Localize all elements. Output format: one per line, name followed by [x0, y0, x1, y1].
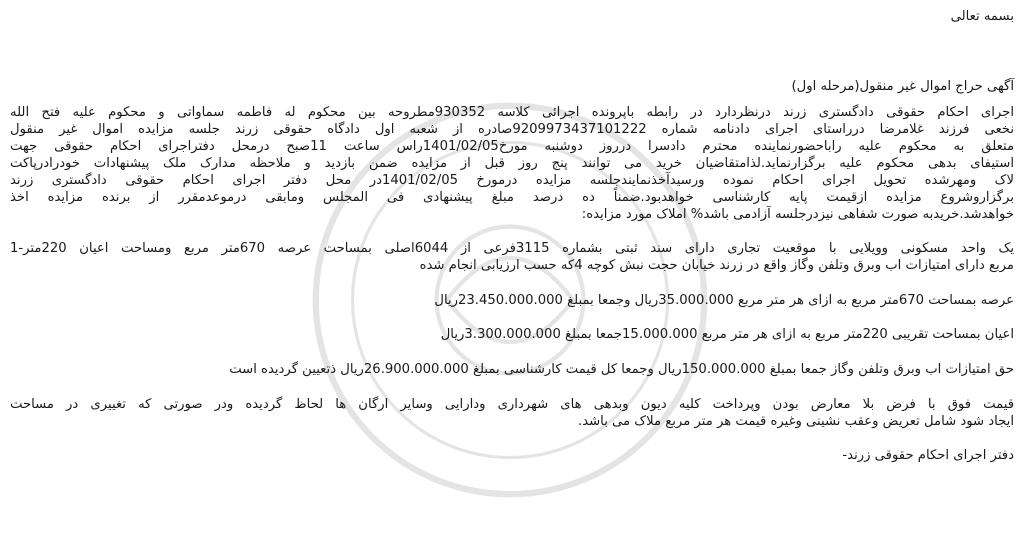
- bismillah-heading: بسمه تعالی: [950, 9, 1014, 24]
- property-item-1-line-2: مربع دارای امتیازات اب وبرق وتلفن وگاز واقع در زرند خیابان حجت نبش کوچه 4که حسب ارزیابی انجام شده: [419, 258, 1014, 273]
- notice-title: آگهی حراج اموال غیر منقول(مرحله اول): [791, 79, 1014, 94]
- intro-line-7: خواهدشد.خریدبه صورت شفاهی نیزدرجلسه آزادمی باشد% املاک مورد مزایده:: [581, 207, 1014, 222]
- note-line-1: قیمت فوق با فرض بلا معارض بودن وپرداخت کلیه دیون وبدهی های شهرداری ودارایی وسایر ارگان ها لحاظ گردیده ودر صورتی که تغییری در مساحت: [10, 397, 1014, 412]
- intro-line-3: متعلق به محکوم علیه راباحضورنماینده محترم دادسرا درروز دوشنبه مورخ1401/02/05راس ساعت 11صبح درمحل دفتراجرای احکام حقوقی جهت: [10, 139, 1015, 154]
- intro-line-2: نخعی فرزند غلامرضا درراستای اجرای دادنامه شماره 9209973437101222صادره از شعبه اول دادگاه حقوقی زرند جلسه مزایده اموال غیر منقول: [10, 122, 1014, 137]
- intro-line-5: لاک ومهرشده تحویل اجرای احکام نموده ورسیدآخذنمایندجلسه مزایده درمورخ 1401/02/05در محل دفتر اجرای احکام حقوقی دادگستری زرند: [10, 173, 1014, 188]
- note-line-2: ایجاد شود شامل تعریض وعقب نشینی وغیره قیمت هر متر مربع ملاک می باشد.: [578, 414, 1014, 429]
- arse-valuation-line: عرصه بمساحت 670متر مربع به ازای هر متر مربع 35.000.000ریال وجمعا بمبلغ 23.450.000.000ریال: [434, 293, 1014, 308]
- signature-line: دفتر اجرای احکام حقوقی زرند-: [842, 448, 1014, 463]
- property-item-1-line-1: یک واحد مسکونی وویلایی با موقعیت تجاری دارای سند ثبتی بشماره 3115فرعی از 6044اصلی بمساحت عرصه 670متر مربع ومساحت اعیان 220متر-1: [10, 241, 1015, 256]
- intro-line-6: برگزاروشروع مزایده ازقیمت پایه کارشناسی خواهدبود.ضمناً ده درصد مبلغ پیشنهادی فی المجلس ومابقی درموعدمقرر از برنده مزایده اخذ: [10, 190, 1014, 205]
- intro-line-4: استیفای بدهی محکوم علیه برگزارنماید.لذامتقاضیان خرید می توانند پنج روز قبل از مزایده ضمن بازدید و ملاحظه مدارک ملک پیشنهادات خودرادرپاکت: [10, 156, 1014, 171]
- intro-line-1: اجرای احکام حقوقی دادگستری زرند درنظردارد در رابطه باپرونده اجرائی کلاسه 930352مطروحه بین محکوم له فاطمه سماواتی و محکوم علیه فتح الله: [10, 105, 1014, 120]
- ayan-valuation-line: اعیان بمساحت تقریبی 220متر مربع به ازای هر متر مربع 15.000.000جمعا بمبلغ 3.300.000.000ریال: [440, 327, 1014, 342]
- utilities-total-line: حق امتیازات اب وبرق وتلفن وگاز جمعا بمبلغ 150.000.000ریال وجمعا کل قیمت کارشناسی بمبلغ 26.900.000.000ریال ذتعیین گردیده است: [229, 362, 1014, 377]
